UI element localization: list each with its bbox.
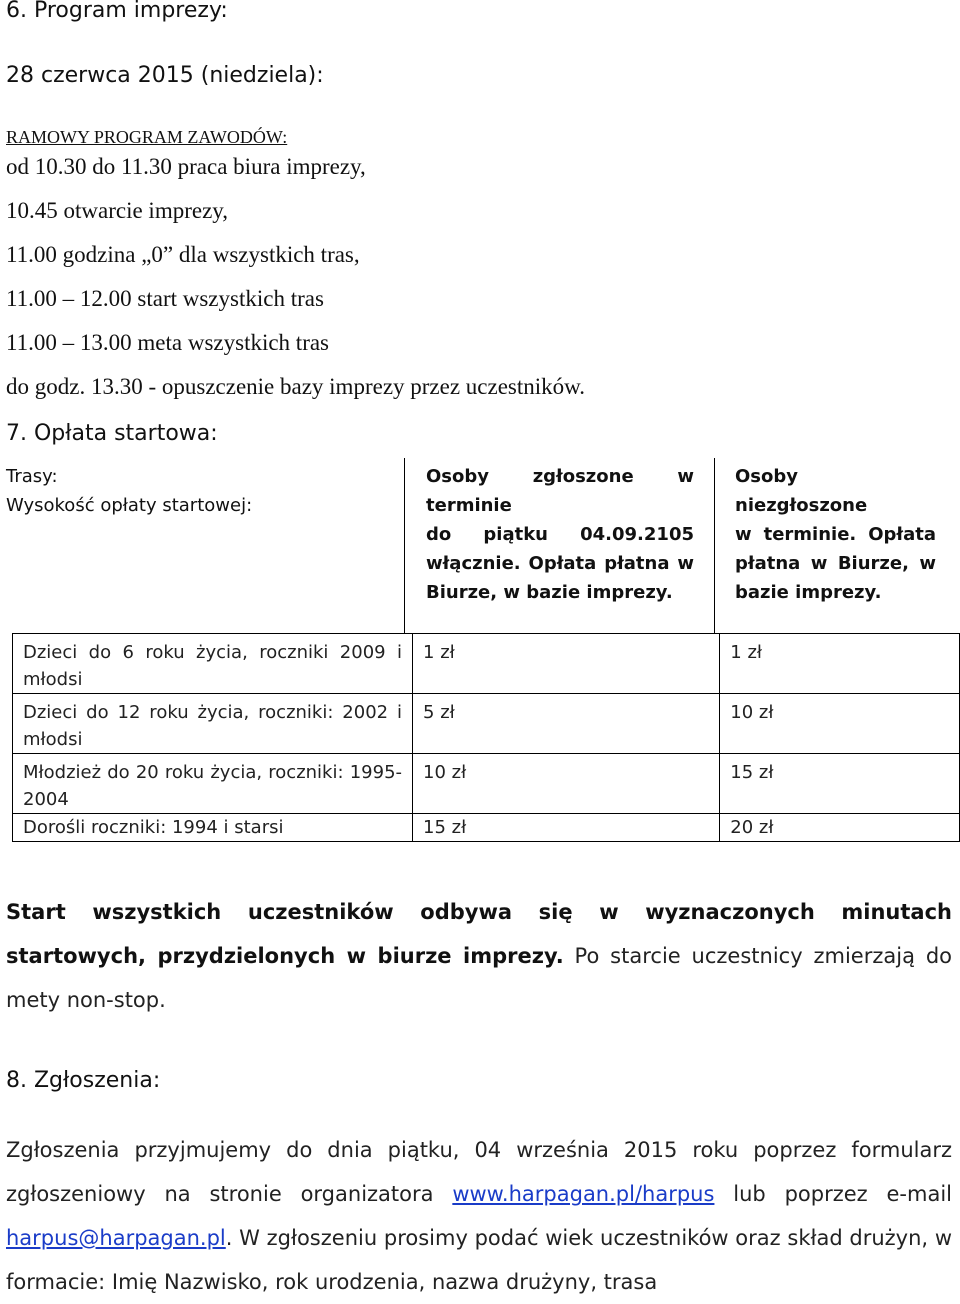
fee-amount-label: Wysokość opłaty startowej: <box>6 495 253 516</box>
category-cell: Dzieci do 12 roku życia, roczniki: 2002 i młodsi <box>13 694 413 754</box>
registration-email-link[interactable]: harpus@harpagan.pl <box>6 1226 226 1250</box>
program-line: 11.00 – 12.00 start wszystkich tras <box>6 286 324 311</box>
date-heading: 28 czerwca 2015 (niedziela): <box>6 63 324 88</box>
section-7-title: 7. Opłata startowa: <box>6 421 218 446</box>
start-note <box>6 890 952 1022</box>
category-cell: Dzieci do 6 roku życia, roczniki 2009 i młodsi <box>13 634 413 694</box>
fees-header-left <box>6 462 252 520</box>
category-cell: Młodzież do 20 roku życia, roczniki: 1995-2004 <box>13 754 413 814</box>
late-fee-cell: 20 zł <box>720 814 960 842</box>
table-row <box>13 754 960 814</box>
program-line: 11.00 – 13.00 meta wszystkich tras <box>6 330 330 355</box>
late-fee-cell: 10 zł <box>720 694 960 754</box>
program-heading: RAMOWY PROGRAM ZAWODÓW: <box>6 127 288 147</box>
fees-table <box>12 633 960 842</box>
fees-header-on-time: Osoby zgłoszone w terminie do piątku 04.09.2105 włącznie. Opłata płatna w Biurze, w bazie imprezy. <box>426 466 694 603</box>
program-line: 11.00 godzina „0” dla wszystkich tras, <box>6 242 360 267</box>
organizer-website-link[interactable]: www.harpagan.pl/harpus <box>452 1182 715 1206</box>
late-fee-cell: 15 zł <box>720 754 960 814</box>
table-row <box>13 814 960 842</box>
on-time-fee-cell: 15 zł <box>413 814 720 842</box>
fees-header-late: Osoby niezgłoszone w terminie. Opłata płatna w Biurze, w bazie imprezy. <box>735 466 936 603</box>
section-8-title: 8. Zgłoszenia: <box>6 1068 161 1093</box>
on-time-fee-cell: 5 zł <box>413 694 720 754</box>
start-note-bold: Start wszystkich uczestników odbywa się w wyznaczonych minutach startowych, przydzielonych w biurze imprezy. <box>6 900 952 968</box>
section-6-title: 6. Program imprezy: <box>6 0 228 23</box>
table-row <box>13 634 960 694</box>
on-time-fee-cell: 10 zł <box>413 754 720 814</box>
on-time-fee-cell: 1 zł <box>413 634 720 694</box>
program-line: od 10.30 do 11.30 praca biura imprezy, <box>6 154 366 179</box>
table-row <box>13 694 960 754</box>
routes-label: Trasy: <box>6 466 58 487</box>
late-fee-cell: 1 zł <box>720 634 960 694</box>
category-cell: Dorośli roczniki: 1994 i starsi <box>13 814 413 842</box>
program-line: 10.45 otwarcie imprezy, <box>6 198 229 223</box>
start-note-normal: Po starcie uczestnicy zmierzają do mety non-stop. <box>6 944 952 1012</box>
program-line: do godz. 13.30 - opuszczenie bazy imprezy przez uczestników. <box>6 374 586 399</box>
registration-paragraph: Zgłoszenia przyjmujemy do dnia piątku, 04 września 2015 roku poprzez formularz zgłoszeniowy na stronie organizatora www.harpagan.pl/harpus lub poprzez e-mail harpus@harpagan.pl. W zgłoszeniu prosimy podać wiek uczestników oraz skład drużyn, w formacie: Imię Nazwisko, rok urodzenia, nazwa drużyny, trasa <box>6 1138 952 1294</box>
